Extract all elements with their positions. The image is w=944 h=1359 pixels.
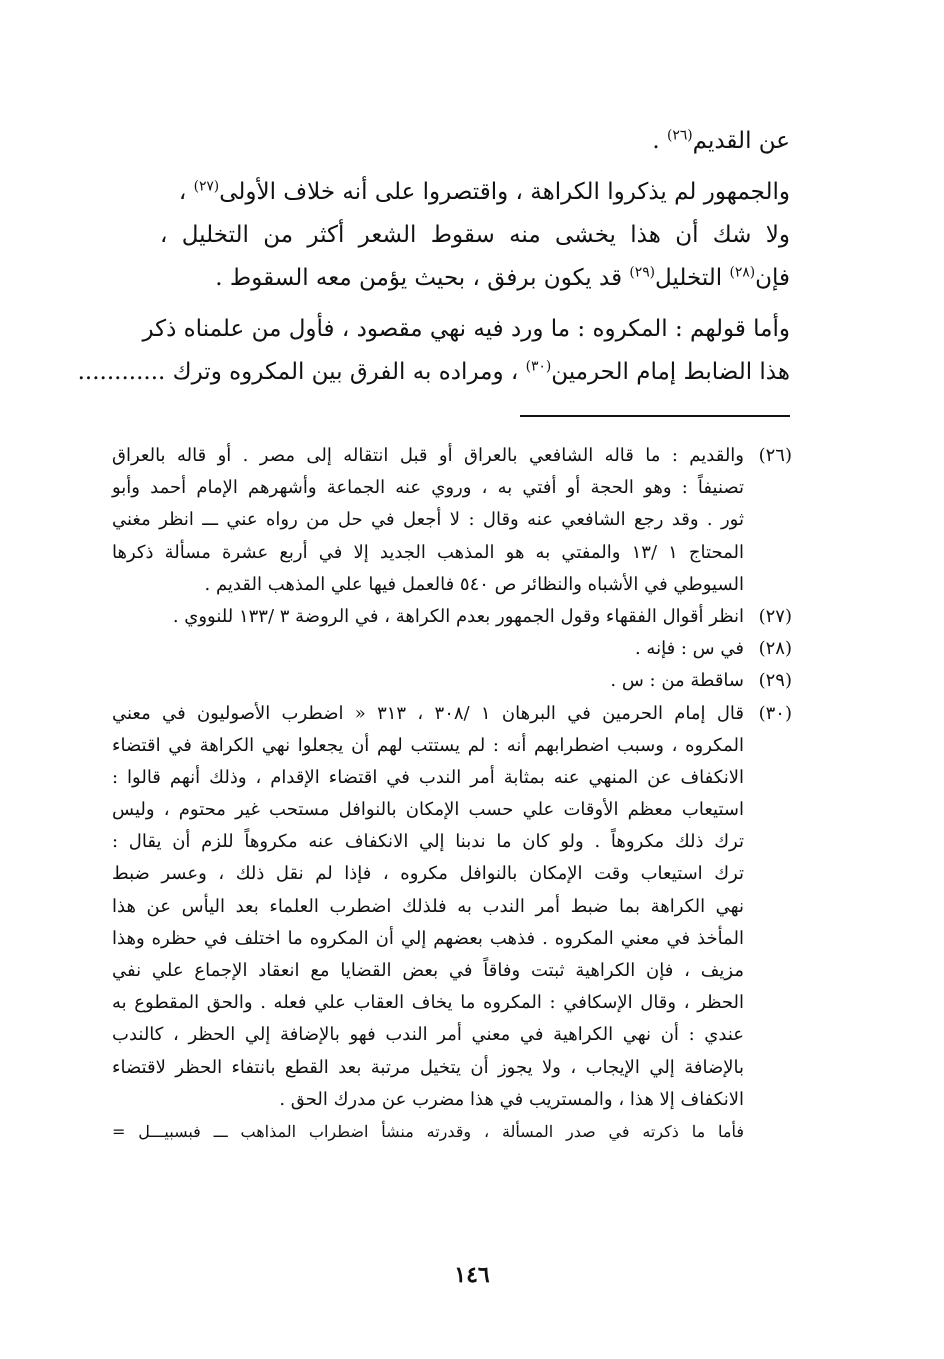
footnote-line: والقديم : ما قاله الشافعي بالعراق أو قبل انتقاله إلى مصر . أو قاله بالعراق bbox=[112, 445, 744, 466]
footnote-number: (٢٩) bbox=[758, 670, 792, 692]
main-line-5: وأما قولهم : المكروه : ما ورد فيه نهي مقصود ، فأول من علمناه ذكر bbox=[142, 316, 790, 342]
footnote-number: (٣٠) bbox=[758, 702, 792, 724]
main-text bbox=[77, 120, 790, 394]
main-line-3: ولا شك أن هذا يخشى منه سقوط الشعر أكثر من التخليل ، bbox=[160, 222, 790, 248]
page-number: ١٤٦ bbox=[454, 1262, 490, 1288]
main-line-4: فإن$^{(٢٨)}$ التخليل$^{(٢٩)}$ قد يكون برفق ، بحيث يؤمن معه السقوط . bbox=[215, 264, 790, 291]
footnote-ref-28: (٢٨) bbox=[729, 264, 756, 281]
footnote-line: استيعاب معظم الأوقات علي حسب الإمكان بالنوافل مستحب غير محتوم ، وليس bbox=[112, 799, 744, 821]
footnote-line: انظر أقوال الفقهاء وقول الجمهور بعدم الكراهة ، في الروضة ٣ /١٣٣ للنووي . bbox=[172, 605, 744, 627]
footnote-line: مزيف ، فإن الكراهية ثبتت وفاقاً في بعض القضايا مع انعقاد الإجماع علي نفي bbox=[112, 960, 744, 981]
footnote-28 bbox=[112, 633, 792, 665]
footnote-number: (٢٦) bbox=[758, 445, 792, 466]
footnote-ref-29: (٢٩) bbox=[629, 264, 655, 281]
footnote-line: الانكفاف إلا هذا ، والمستريب في هذا مضرب عن مدرك الحق . bbox=[279, 1088, 744, 1110]
footnote-line: الحظر ، وقال الإسكافي : المكروه ما يخاف العقاب علي فعله . والحق المقطوع به bbox=[112, 992, 744, 1014]
footnote-line: السيوطي في الأشباه والنظائر ص ٥٤٠ فالعمل فيها علي المذهب القديم . bbox=[204, 573, 744, 595]
footnote-line: ترك استيعاب وقت الإمكان بالنوافل مكروه ، فإذا لم نقل ذلك ، وعسر ضبط bbox=[112, 863, 744, 885]
footnote-separator bbox=[520, 415, 790, 417]
footnote-line: الانكفاف عن المنهي عنه بمثابة أمر الندب في اقتضاء الإقدام ، وذلك أنهم قالوا : bbox=[112, 766, 744, 788]
footnote-number: (٢٧) bbox=[758, 605, 792, 627]
footnote-ref-27: (٢٧) bbox=[193, 178, 220, 195]
footnote-ref-26: (٢٦) bbox=[667, 127, 693, 144]
footnote-line: قال إمام الحرمين في البرهان ١ /٣٠٨ ، ٣١٣ « اضطرب الأصوليون في معني bbox=[112, 702, 744, 724]
footnote-line: ساقطة من : س . bbox=[610, 670, 744, 692]
footnote-30 bbox=[112, 698, 792, 1149]
footnote-line: نهي الكراهة بما ضبط أمر الندب به فلذلك اضطرب العلماء بعد اليأس عن هذا bbox=[112, 895, 744, 917]
footnote-line: عندي : أن نهي الكراهية في معني أمر الندب فهو بالإضافة إلي الحظر ، كالندب bbox=[112, 1024, 744, 1046]
footnote-line: في س : فإنه . bbox=[634, 638, 744, 660]
footnotes bbox=[112, 440, 792, 1148]
footnote-line: المكروه ، وسبب اضطرابهم أنه : لم يستتب لهم أن يجعلوا نهي الكراهة في اقتضاء bbox=[112, 734, 744, 756]
footnote-line: ثور . وقد رجع الشافعي عنه وقال : لا أجعل في حل من رواه عني ـــ انظر مغني bbox=[112, 509, 744, 531]
main-line-1: عن القديم$^{(٢٦)}$ . bbox=[652, 127, 790, 154]
footnote-number: (٢٨) bbox=[758, 638, 792, 660]
footnote-26 bbox=[112, 440, 792, 601]
footnote-line: فأما ما ذكرته في صدر المسألة ، وقدرته منشأ اضطراب المذاهب ـــ فبسبيـــل = bbox=[112, 1121, 744, 1141]
footnote-line: المأخذ في معني المكروه . فذهب بعضهم إلي أن المكروه ما اختلف في حظره وهذا bbox=[112, 927, 744, 949]
footnote-ref-30: (٣٠) bbox=[525, 358, 552, 375]
main-line-6: هذا الضابط إمام الحرمين$^{(٣٠)}$ ، ومراده به الفرق بين المكروه وترك ............ bbox=[77, 358, 790, 385]
footnote-line: بالإضافة إلي الإيجاب ، ولا يجوز أن يتخيل مرتبة بعد القطع بانتفاء الحظر لاقتضاء bbox=[112, 1056, 744, 1078]
footnote-27 bbox=[112, 601, 792, 633]
footnote-line: المحتاج ١ /١٣ والمفتي به هو المذهب الجديد إلا في أربع عشرة مسألة ذكرها bbox=[112, 541, 744, 563]
footnote-line: تصنيفاً : وهو الحجة أو أفتي به ، وروي عنه الجماعة وأشهرهم الإمام أحمد وأبو bbox=[112, 477, 744, 499]
footnote-line: ترك ذلك مكروهاً . ولو كان ما ندبنا إلي الانكفاف عنه مكروهاً للزم أن يقال : bbox=[112, 831, 744, 853]
main-line-2: والجمهور لم يذكروا الكراهة ، واقتصروا على أنه خلاف الأولى$^{(٢٧)}$ ، bbox=[178, 178, 790, 205]
footnote-29 bbox=[112, 665, 792, 697]
